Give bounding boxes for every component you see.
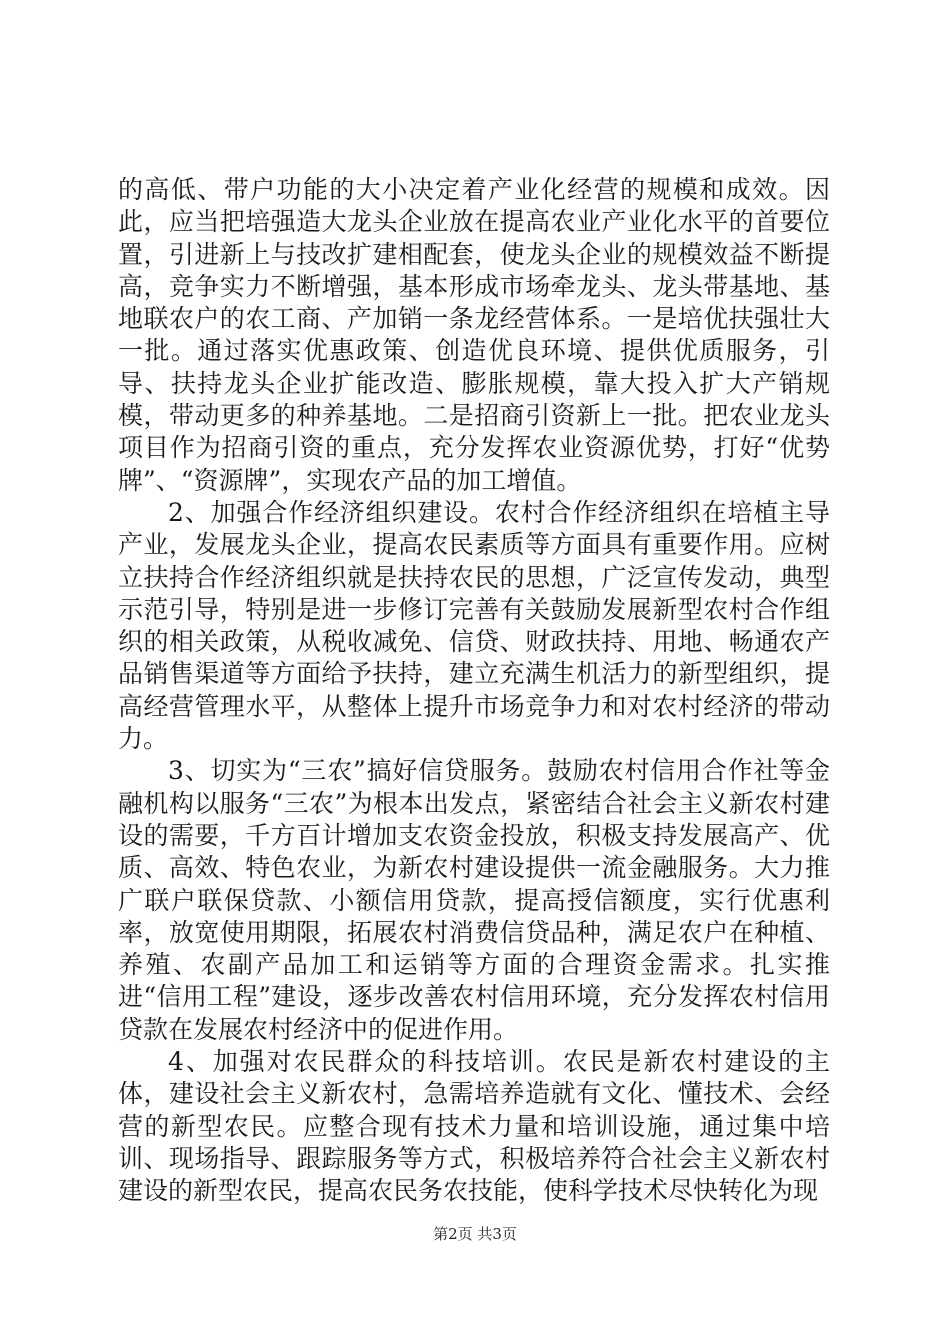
paragraph-cooperative-organizations: 2、加强合作经济组织建设。农村合作经济组织在培植主导产业，发展龙头企业，提高农民素质等方面具有重要作用。应树立扶持合作经济组织就是扶持农民的思想，广泛宣传发动，典型示范引导，特别是进一步修订完善有关鼓励发展新型农村合作组织的相关政策，从税收减免、信贷、财政扶持、用地、畅通农产品销售渠道等方面给予扶持，建立充满生机活力的新型组织，提高经营管理水平，从整体上提升市场竞争力和对农村经济的带动力。: [118, 497, 830, 754]
paragraph-credit-services: 3、切实为“三农”搞好信贷服务。鼓励农村信用合作社等金融机构以服务“三农”为根本出发点，紧密结合社会主义新农村建设的需要，千方百计增加支农资金投放，积极支持发展高产、优质、高效、特色农业，为新农村建设提供一流金融服务。大力推广联户联保贷款、小额信用贷款，提高授信额度，实行优惠利率，放宽使用期限，拓展农村消费信贷品种，满足农户在种植、养殖、农副产品加工和运销等方面的合理资金需求。扎实推进“信用工程”建设，逐步改善农村信用环境，充分发挥农村信用贷款在发展农村经济中的促进作用。: [118, 756, 830, 1044]
paragraph-technical-training: 4、加强对农民群众的科技培训。农民是新农村建设的主体，建设社会主义新农村，急需培养造就有文化、懂技术、会经营的新型农民。应整合现有技术力量和培训设施，通过集中培训、现场指导、跟踪服务等方式，积极培养符合社会主义新农村建设的新型农民，提高农民务农技能，使科学技术尽快转化为现: [118, 1047, 830, 1206]
body-text: [118, 174, 830, 1208]
page-number-footer: 第2页 共3页: [433, 1225, 517, 1243]
paragraph-continuation: 的高低、带户功能的大小决定着产业化经营的规模和成效。因此，应当把培强造大龙头企业放在提高农业产业化水平的首要位置，引进新上与技改扩建相配套，使龙头企业的规模效益不断提高，竞争实力不断增强，基本形成市场牵龙头、龙头带基地、基地联农户的农工商、产加销一条龙经营体系。一是培优扶强壮大一批。通过落实优惠政策、创造优良环境、提供优质服务，引导、扶持龙头企业扩能改造、膨胀规模，靠大投入扩大产销规模，带动更多的种养基地。二是招商引资新上一批。把农业龙头项目作为招商引资的重点，充分发挥农业资源优势，打好“优势牌”、“资源牌”，实现农产品的加工增值。: [118, 175, 830, 495]
